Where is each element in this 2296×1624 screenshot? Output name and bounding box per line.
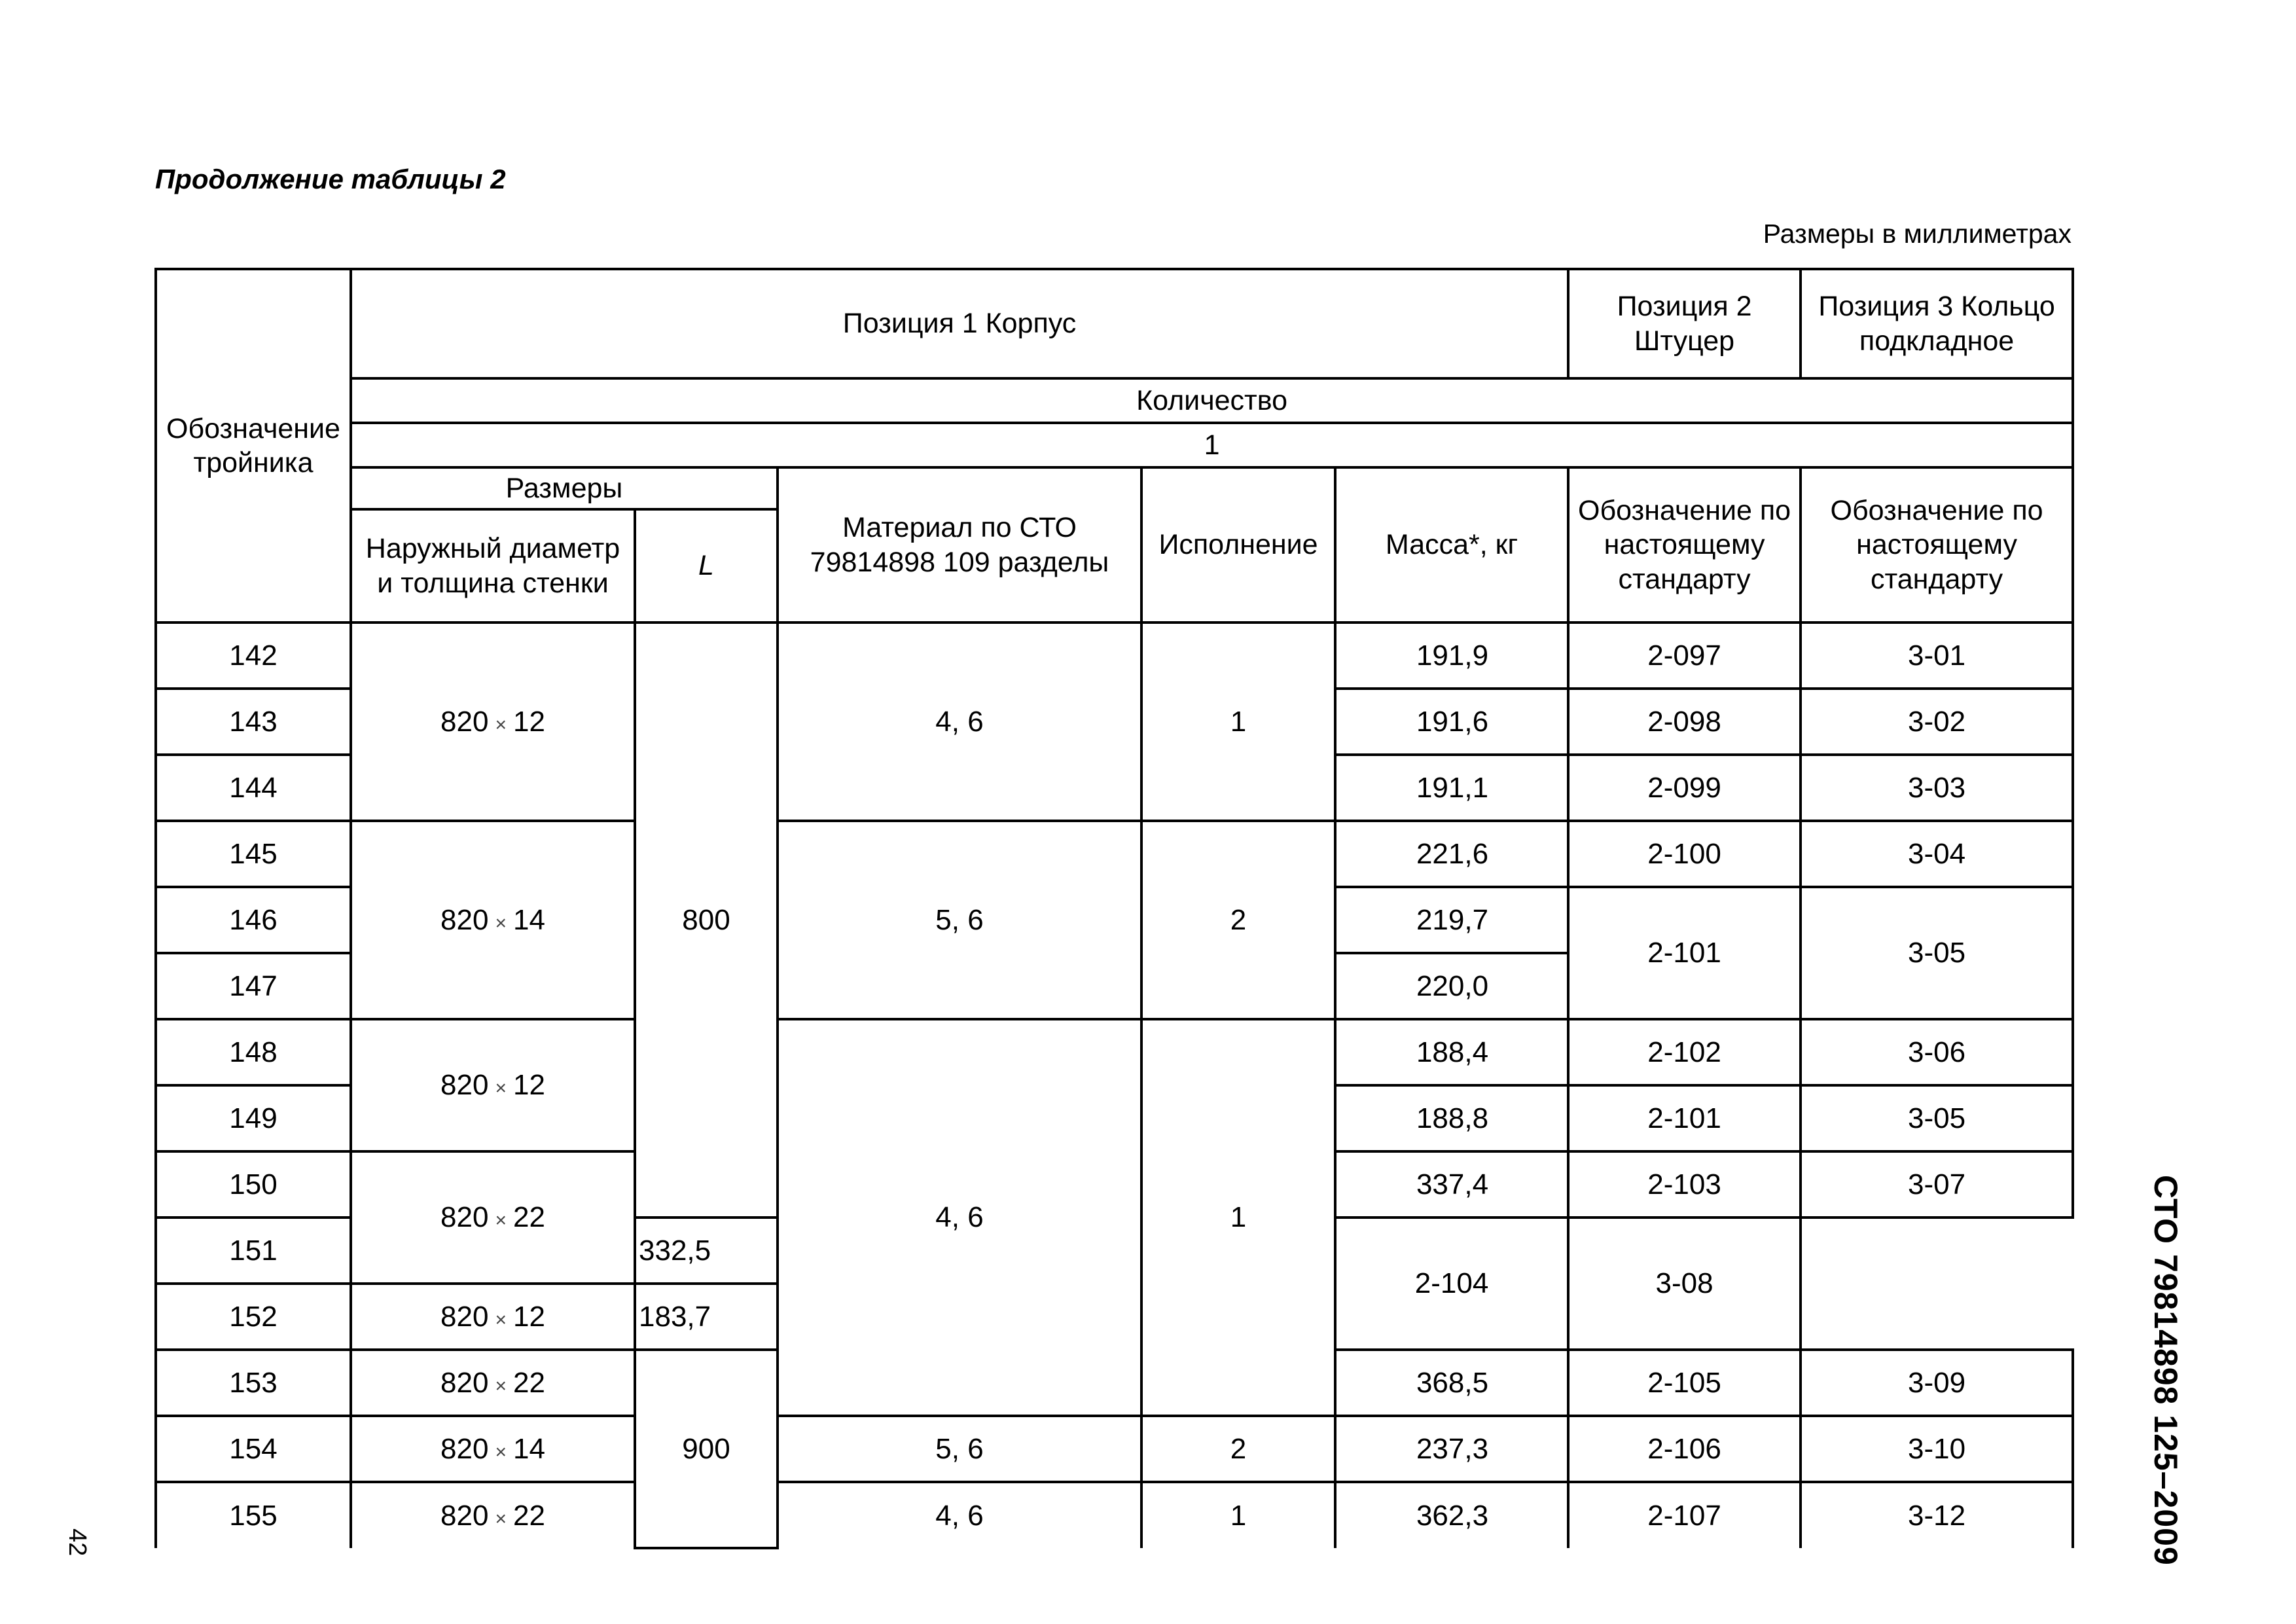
diameter-value: 820 xyxy=(440,1300,489,1333)
pos2-cell: 2-106 xyxy=(1568,1416,1801,1482)
wall-value: 14 xyxy=(513,903,545,936)
execution-cell: 2 xyxy=(1141,821,1335,1019)
pos3-cell: 3-12 xyxy=(1801,1482,2073,1548)
diameter-value: 820 xyxy=(440,1069,489,1102)
mass-cell: 220,0 xyxy=(1335,953,1568,1019)
diameter-value: 820 xyxy=(440,1201,489,1234)
diameter-value: 820 xyxy=(440,1366,489,1399)
pos2-cell: 2-100 xyxy=(1568,821,1801,887)
times-sign: × xyxy=(495,1507,507,1530)
mass-cell: 219,7 xyxy=(1335,887,1568,953)
table-row xyxy=(156,623,2073,689)
row-id: 146 xyxy=(156,887,351,953)
diameter-cell xyxy=(351,1416,635,1482)
header-dimensions: Размеры xyxy=(351,467,778,509)
mass-cell: 188,4 xyxy=(1335,1019,1568,1085)
row-id: 151 xyxy=(156,1218,351,1284)
diameter-value: 820 xyxy=(440,1499,489,1532)
table-caption: Продолжение таблицы 2 xyxy=(155,164,506,194)
header-material: Материал по СТО 79814898 109 разделы xyxy=(778,467,1141,623)
page-number: 42 xyxy=(63,1528,91,1557)
execution-cell: 1 xyxy=(1141,623,1335,821)
header-quantity: Количество xyxy=(351,378,2073,423)
header-position1: Позиция 1 Корпус xyxy=(351,269,1568,378)
pos2-cell: 2-103 xyxy=(1568,1151,1801,1218)
pos2-cell: 2-101 xyxy=(1568,1085,1801,1151)
diameter-cell xyxy=(351,1350,635,1416)
pos2-cell: 2-101 xyxy=(1568,887,1801,1019)
diameter-value: 820 xyxy=(440,1432,489,1465)
times-sign: × xyxy=(495,713,507,736)
pos2-cell: 2-107 xyxy=(1568,1482,1801,1548)
pos3-cell: 3-10 xyxy=(1801,1416,2073,1482)
pos2-cell: 2-104 xyxy=(1335,1218,1568,1350)
wall-value: 14 xyxy=(513,1432,545,1465)
times-sign: × xyxy=(495,912,507,934)
pos3-cell: 3-08 xyxy=(1568,1218,1801,1350)
wall-value: 22 xyxy=(513,1366,545,1399)
pos3-cell: 3-05 xyxy=(1801,887,2073,1019)
material-cell: 4, 6 xyxy=(778,1482,1141,1548)
header-execution: Исполнение xyxy=(1141,467,1335,623)
mass-cell: 368,5 xyxy=(1335,1350,1568,1416)
material-cell: 5, 6 xyxy=(778,821,1141,1019)
mass-cell: 183,7 xyxy=(635,1284,778,1350)
table-row xyxy=(156,1482,2073,1548)
diameter-value: 820 xyxy=(440,903,489,936)
table-row xyxy=(156,1019,2073,1085)
diameter-cell xyxy=(351,1482,635,1548)
material-cell: 4, 6 xyxy=(778,1019,1141,1416)
diameter-cell xyxy=(351,1019,635,1151)
header-position3: Позиция 3 Кольцо подкладное xyxy=(1801,269,2073,378)
row-id: 148 xyxy=(156,1019,351,1085)
mass-cell: 362,3 xyxy=(1335,1482,1568,1548)
mass-cell: 332,5 xyxy=(635,1218,778,1284)
wall-value: 12 xyxy=(513,705,545,738)
row-id: 145 xyxy=(156,821,351,887)
times-sign: × xyxy=(495,1210,507,1232)
row-id: 153 xyxy=(156,1350,351,1416)
row-id: 152 xyxy=(156,1284,351,1350)
header-designation: Обозначение тройника xyxy=(156,269,351,623)
header-outer-diameter: Наружный диаметр и толщина стенки xyxy=(351,509,635,623)
row-id: 147 xyxy=(156,953,351,1019)
times-sign: × xyxy=(495,1308,507,1331)
row-id: 155 xyxy=(156,1482,351,1548)
times-sign: × xyxy=(495,1441,507,1463)
row-id: 150 xyxy=(156,1151,351,1218)
units-note: Размеры в миллиметрах xyxy=(1763,219,2072,249)
tee-table xyxy=(154,268,2074,1549)
row-id: 142 xyxy=(156,623,351,689)
pos3-cell: 3-05 xyxy=(1801,1085,2073,1151)
material-cell: 4, 6 xyxy=(778,623,1141,821)
table-row xyxy=(156,1416,2073,1482)
header-position2: Позиция 2 Штуцер xyxy=(1568,269,1801,378)
row-id: 144 xyxy=(156,755,351,821)
mass-cell: 188,8 xyxy=(1335,1085,1568,1151)
header-mass: Масса*, кг xyxy=(1335,467,1568,623)
mass-cell: 237,3 xyxy=(1335,1416,1568,1482)
pos2-cell: 2-102 xyxy=(1568,1019,1801,1085)
header-quantity-value: 1 xyxy=(351,423,2073,467)
execution-cell: 1 xyxy=(1141,1019,1335,1416)
diameter-value: 820 xyxy=(440,705,489,738)
mass-cell: 191,6 xyxy=(1335,689,1568,755)
pos2-cell: 2-099 xyxy=(1568,755,1801,821)
wall-value: 12 xyxy=(513,1069,545,1102)
execution-cell: 1 xyxy=(1141,1482,1335,1548)
diameter-cell xyxy=(351,1151,635,1284)
length-cell: 900 xyxy=(635,1350,778,1548)
material-cell: 5, 6 xyxy=(778,1416,1141,1482)
pos3-cell: 3-06 xyxy=(1801,1019,2073,1085)
mass-cell: 221,6 xyxy=(1335,821,1568,887)
wall-value: 22 xyxy=(513,1201,545,1234)
execution-cell: 2 xyxy=(1141,1416,1335,1482)
pos3-cell: 3-03 xyxy=(1801,755,2073,821)
row-id: 149 xyxy=(156,1085,351,1151)
pos3-cell: 3-04 xyxy=(1801,821,2073,887)
diameter-cell xyxy=(351,1284,635,1350)
pos2-cell: 2-098 xyxy=(1568,689,1801,755)
diameter-cell xyxy=(351,821,635,1019)
pos3-cell: 3-01 xyxy=(1801,623,2073,689)
document-code: СТО 79814898 125–2009 xyxy=(2147,1175,2184,1566)
pos3-cell: 3-09 xyxy=(1801,1350,2073,1416)
header-length: L xyxy=(635,509,778,623)
pos2-cell: 2-105 xyxy=(1568,1350,1801,1416)
header-std-designation-3: Обозначение по настоящему стандарту xyxy=(1801,467,2073,623)
row-id: 143 xyxy=(156,689,351,755)
pos3-cell: 3-02 xyxy=(1801,689,2073,755)
wall-value: 22 xyxy=(513,1499,545,1532)
row-id: 154 xyxy=(156,1416,351,1482)
times-sign: × xyxy=(495,1077,507,1100)
pos2-cell: 2-097 xyxy=(1568,623,1801,689)
mass-cell: 337,4 xyxy=(1335,1151,1568,1218)
pos3-cell: 3-07 xyxy=(1801,1151,2073,1218)
header-std-designation-2: Обозначение по настоящему стандарту xyxy=(1568,467,1801,623)
times-sign: × xyxy=(495,1375,507,1397)
wall-value: 12 xyxy=(513,1300,545,1333)
mass-cell: 191,9 xyxy=(1335,623,1568,689)
diameter-cell xyxy=(351,623,635,821)
table-row xyxy=(156,821,2073,887)
mass-cell: 191,1 xyxy=(1335,755,1568,821)
length-cell: 800 xyxy=(635,623,778,1218)
